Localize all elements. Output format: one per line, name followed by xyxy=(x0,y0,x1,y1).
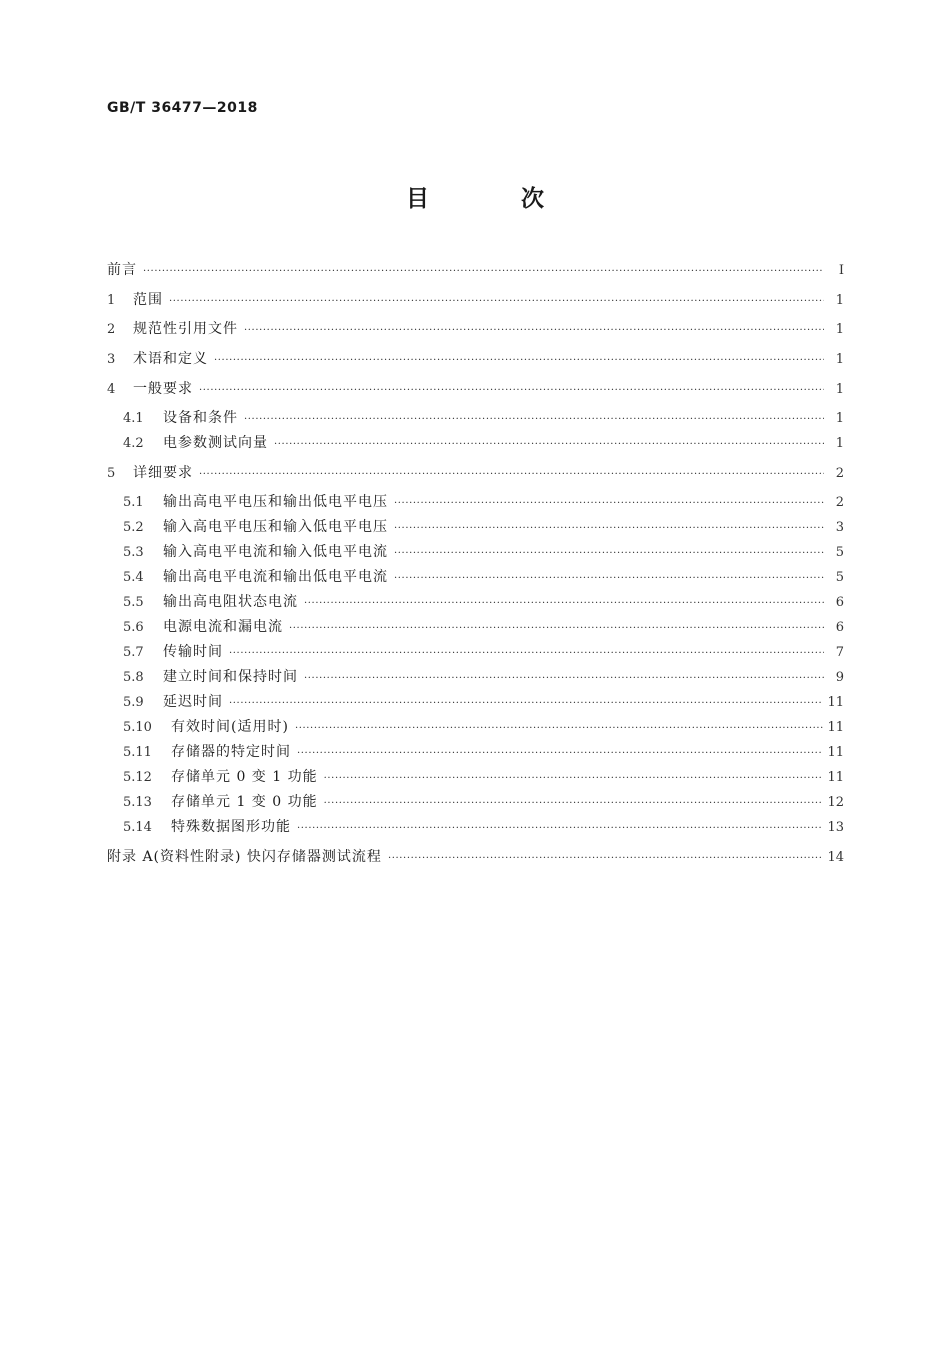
toc-leader-dots xyxy=(388,847,824,871)
toc-leader-dots xyxy=(214,349,824,373)
toc-entry-page: 11 xyxy=(827,745,844,760)
toc-entry-page: 5 xyxy=(835,570,844,585)
toc-entry-label: 存储单元 0 变 1 功能 xyxy=(171,769,318,785)
toc-entry-page: 2 xyxy=(835,495,844,510)
toc-entry-page: 1 xyxy=(835,322,844,337)
toc-entry-number: 4.2 xyxy=(123,436,144,451)
toc-entry-number: 3 xyxy=(107,352,116,367)
toc-entry-5-11[interactable] xyxy=(123,740,844,764)
toc-leader-dots xyxy=(324,767,824,791)
toc-entry-5-2[interactable] xyxy=(123,515,844,539)
toc-leader-dots xyxy=(289,617,824,641)
toc-entry-4-2[interactable] xyxy=(123,431,844,455)
toc-entry-4[interactable] xyxy=(107,377,844,401)
toc-entry-number: 4.1 xyxy=(123,411,144,426)
toc-entry-label: 范围 xyxy=(133,292,163,308)
toc-entry-5-7[interactable] xyxy=(123,640,844,664)
toc-entry-number: 5.11 xyxy=(123,745,152,760)
toc-entry-5-8[interactable] xyxy=(123,665,844,689)
toc-leader-dots xyxy=(169,290,824,314)
toc-entry-page: 11 xyxy=(827,720,844,735)
toc-entry-5-4[interactable] xyxy=(123,565,844,589)
toc-leader-dots xyxy=(304,592,824,616)
toc-leader-dots xyxy=(394,517,824,541)
toc-entry-label: 一般要求 xyxy=(133,381,193,397)
toc-entry-5-14[interactable] xyxy=(123,815,844,839)
toc-entry-page: 7 xyxy=(835,645,844,660)
toc-entry-page: 6 xyxy=(835,620,844,635)
toc-entry-5-5[interactable] xyxy=(123,590,844,614)
toc-entry-number: 5.5 xyxy=(123,595,144,610)
toc-leader-dots xyxy=(274,433,824,457)
toc-entry-5-1[interactable] xyxy=(123,490,844,514)
toc-entry-page: 6 xyxy=(835,595,844,610)
toc-leader-dots xyxy=(229,692,823,716)
toc-entry-page: 1 xyxy=(835,382,844,397)
toc-entry-page: 11 xyxy=(827,770,844,785)
toc-entry-page: 5 xyxy=(835,545,844,560)
toc-entry-label: 传输时间 xyxy=(163,644,223,660)
toc-entry-number: 4 xyxy=(107,382,116,397)
toc-entry-page: 1 xyxy=(835,293,844,308)
toc-leader-dots xyxy=(244,408,824,432)
toc-entry-5-9[interactable] xyxy=(123,690,844,714)
toc-entry-number: 5.12 xyxy=(123,770,152,785)
toc-leader-dots xyxy=(324,792,824,816)
toc-entry-page: 2 xyxy=(835,466,844,481)
toc-entry-5-6[interactable] xyxy=(123,615,844,639)
toc-entry-5-12[interactable] xyxy=(123,765,844,789)
toc-entry-page: 1 xyxy=(835,411,844,426)
toc-entry-page: 14 xyxy=(827,850,844,865)
toc-entry-label: 术语和定义 xyxy=(133,351,208,367)
toc-entry-5[interactable] xyxy=(107,461,844,485)
toc-entry-annex-a[interactable] xyxy=(107,845,844,869)
toc-entry-number: 5.8 xyxy=(123,670,144,685)
toc-leader-dots xyxy=(199,379,824,403)
toc-entry-label: 延迟时间 xyxy=(163,694,223,710)
toc-entry-number: 2 xyxy=(107,322,116,337)
toc-entry-number: 1 xyxy=(107,293,116,308)
toc-entry-label: 附录 A(资料性附录) 快闪存储器测试流程 xyxy=(107,849,382,865)
toc-leader-dots xyxy=(295,717,824,741)
toc-leader-dots xyxy=(297,817,823,841)
toc-title: 目 次 xyxy=(405,186,586,212)
toc-entry-3[interactable] xyxy=(107,347,844,371)
toc-entry-label: 设备和条件 xyxy=(163,410,238,426)
toc-entry-5-13[interactable] xyxy=(123,790,844,814)
toc-entry-page: I xyxy=(838,263,844,278)
toc-entry-label: 有效时间(适用时) xyxy=(171,719,289,735)
toc-leader-dots xyxy=(394,542,824,566)
toc-entry-number: 5.14 xyxy=(123,820,152,835)
toc-entry-page: 11 xyxy=(827,695,844,710)
toc-entry-label: 存储器的特定时间 xyxy=(171,744,291,760)
toc-leader-dots xyxy=(244,319,824,343)
toc-entry-number: 5.2 xyxy=(123,520,144,535)
toc-leader-dots xyxy=(394,567,824,591)
toc-entry-label: 规范性引用文件 xyxy=(133,321,238,337)
toc-entry-page: 13 xyxy=(827,820,844,835)
toc-leader-dots xyxy=(394,492,824,516)
toc-entry-label: 输入高电平电流和输入低电平电流 xyxy=(163,544,388,560)
toc-entry-number: 5.7 xyxy=(123,645,144,660)
toc-entry-number: 5 xyxy=(107,466,116,481)
toc-entry-5-3[interactable] xyxy=(123,540,844,564)
toc-entry-1[interactable] xyxy=(107,288,844,312)
toc-entry-number: 5.1 xyxy=(123,495,144,510)
toc-entry-number: 5.10 xyxy=(123,720,152,735)
toc-entry-page: 3 xyxy=(835,520,844,535)
toc-entry-page: 1 xyxy=(835,352,844,367)
standard-code: GB/T 36477—2018 xyxy=(107,100,258,116)
toc-entry-label: 输入高电平电压和输入低电平电压 xyxy=(163,519,388,535)
toc-entry-label: 输出高电阻状态电流 xyxy=(163,594,298,610)
toc-entry-number: 5.3 xyxy=(123,545,144,560)
toc-leader-dots xyxy=(304,667,824,691)
toc-entry-label: 建立时间和保持时间 xyxy=(163,669,298,685)
toc-entry-foreword[interactable] xyxy=(107,258,844,282)
toc-entry-number: 5.4 xyxy=(123,570,144,585)
toc-entry-label: 电参数测试向量 xyxy=(163,435,268,451)
toc-entry-number: 5.13 xyxy=(123,795,152,810)
toc-entry-5-10[interactable] xyxy=(123,715,844,739)
toc-entry-4-1[interactable] xyxy=(123,406,844,430)
toc-leader-dots xyxy=(199,463,824,487)
toc-leader-dots xyxy=(297,742,823,766)
toc-entry-number: 5.6 xyxy=(123,620,144,635)
toc-entry-page: 9 xyxy=(835,670,844,685)
toc-entry-label: 特殊数据图形功能 xyxy=(171,819,291,835)
toc-entry-2[interactable] xyxy=(107,317,844,341)
toc-leader-dots xyxy=(143,260,824,284)
toc-entry-label: 详细要求 xyxy=(133,465,193,481)
toc-entry-page: 1 xyxy=(835,436,844,451)
toc-entry-label: 电源电流和漏电流 xyxy=(163,619,283,635)
toc-entry-label: 输出高电平电流和输出低电平电流 xyxy=(163,569,388,585)
toc-entry-page: 12 xyxy=(827,795,844,810)
toc-leader-dots xyxy=(229,642,824,666)
toc-entry-label: 输出高电平电压和输出低电平电压 xyxy=(163,494,388,510)
toc-entry-label: 前言 xyxy=(107,262,137,278)
toc-entry-number: 5.9 xyxy=(123,695,144,710)
toc-entry-label: 存储单元 1 变 0 功能 xyxy=(171,794,318,810)
